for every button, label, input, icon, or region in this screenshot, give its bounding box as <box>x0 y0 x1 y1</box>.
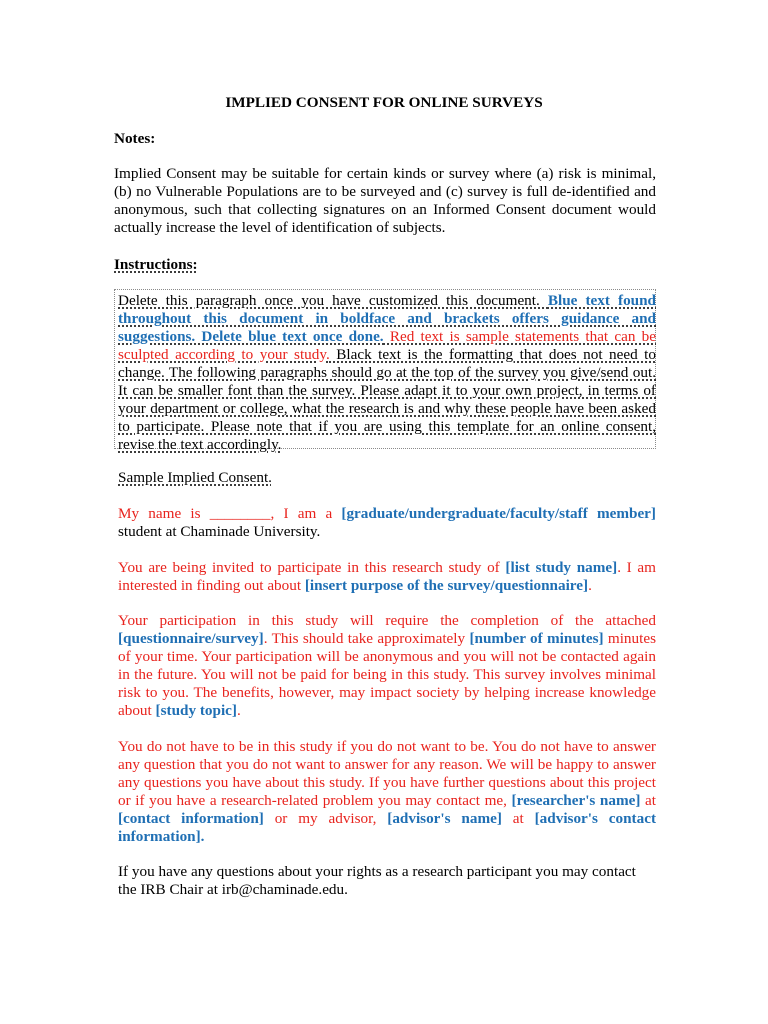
p2-blue-2: [insert purpose of the survey/questionnaire] <box>304 577 589 594</box>
consent-paragraph-participation <box>118 612 656 720</box>
document-title: IMPLIED CONSENT FOR ONLINE SURVEYS <box>225 94 543 111</box>
p3-red-4: . <box>236 702 241 719</box>
p4-blue-4: [advisor's contact information]. <box>118 810 657 845</box>
p1-red-2: student at Chaminade University. <box>118 523 321 540</box>
instructions-blue-text: Blue text found throughout this document in boldface and brackets offers guidance and suggestions. Delete blue text once done. <box>118 292 657 345</box>
instructions-paragraph <box>118 292 656 454</box>
consent-paragraph-voluntary <box>118 738 656 846</box>
p4-red-3: or my advisor, <box>263 810 388 827</box>
instructions-red-text: Red text is sample statements that can be sculpted according to your study. <box>118 328 656 363</box>
p4-red-4: at <box>501 810 535 827</box>
instructions-black-text-2: Black text is the formatting that does not need to change. The following paragraphs should go at the top of the survey you give/send out. It can be smaller font than the survey. Please adapt it to your own project, in terms of your department or college, what the research is and why these people have been asked to participate. Please note that if you are using this template for an online consent, revise the text accordingly. <box>118 346 656 453</box>
p1-blue-1: [graduate/undergraduate/faculty/staff member] <box>341 505 656 522</box>
p3-red-3: minutes of your time. Your participation will be anonymous and you will not be contacted again in the future. You will not be paid for being in this study. This survey involves minimal risk to you. The benefits, however, may impact society by helping increase knowledge about <box>118 630 656 719</box>
p2-red-2: . I am interested in finding out about <box>118 559 656 594</box>
p3-red-1: Your participation in this study will require the completion of the attached <box>118 612 656 629</box>
notes-paragraph: Implied Consent may be suitable for certain kinds or survey where (a) risk is minimal, (b) no Vulnerable Populations are to be surveyed and (c) survey is full de-identified and anonymous, such that collecting signatures on an Informed Consent document would actually increase the level of identification of subjects. <box>114 165 656 236</box>
sample-heading: Sample Implied Consent. <box>118 469 272 486</box>
p2-red-3: . <box>588 577 592 594</box>
consent-paragraph-invitation <box>118 559 656 595</box>
notes-heading: Notes: <box>114 130 156 147</box>
p1-red-1: My name is ________, I am a <box>118 505 342 522</box>
p3-blue-2: [number of minutes] <box>469 630 604 647</box>
p4-red-1: You do not have to be in this study if you do not want to be. You do not have to answer any question that you do not want to answer for any reason. We will be happy to answer any questions you have about this study. If you have further questions about this project or if you have a research-related problem you may contact me, <box>118 738 656 809</box>
p4-blue-2: [contact information] <box>118 810 264 827</box>
p2-red-1: You are being invited to participate in this research study of <box>118 559 506 576</box>
p3-red-2: . This should take approximately <box>263 630 470 647</box>
p4-blue-3: [advisor's name] <box>387 810 502 827</box>
p4-red-2: at <box>640 792 657 809</box>
instructions-black-text: Delete this paragraph once you have customized this document. <box>118 292 548 309</box>
instructions-heading: Instructions: <box>114 256 198 273</box>
p2-blue-1: [list study name] <box>505 559 618 576</box>
consent-paragraph-name <box>118 505 656 541</box>
p3-blue-3: [study topic] <box>155 702 237 719</box>
irb-contact-paragraph: If you have any questions about your rights as a research participant you may contact the IRB Chair at irb@chaminade.edu. <box>118 863 636 898</box>
p4-blue-1: [researcher's name] <box>511 792 641 809</box>
p3-blue-1: [questionnaire/survey] <box>118 630 264 647</box>
